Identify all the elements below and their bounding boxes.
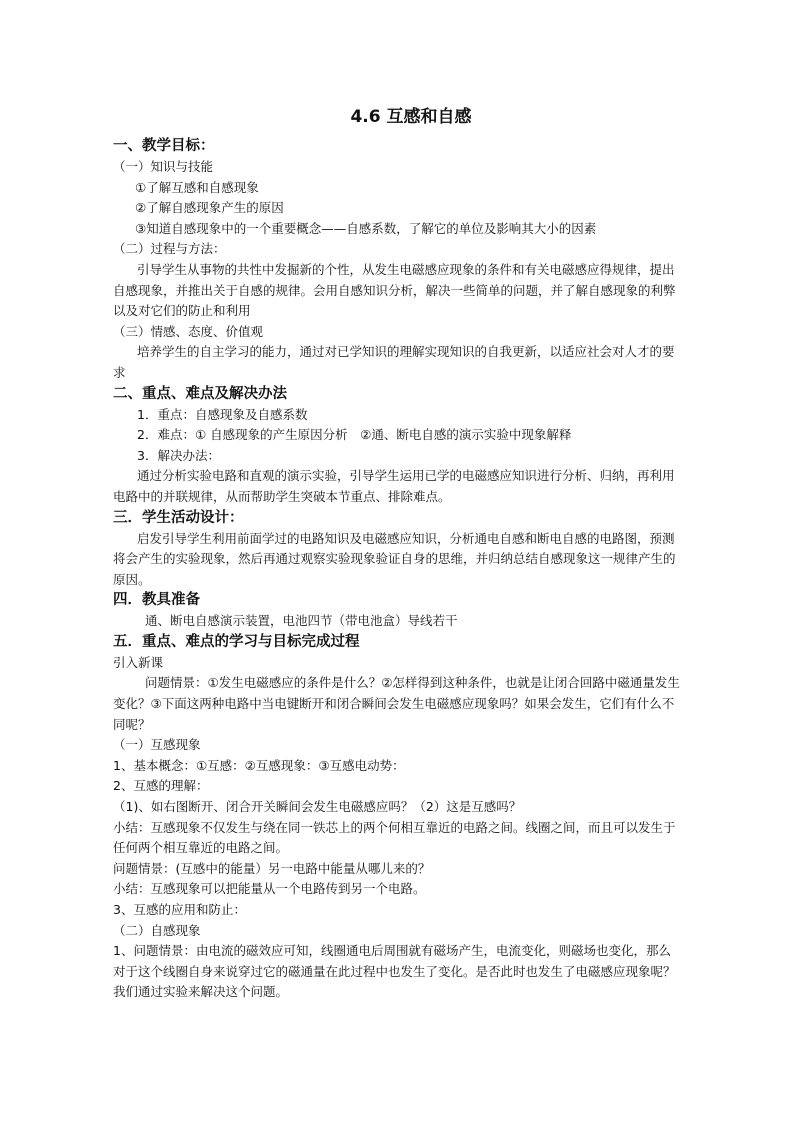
subsection-heading: 引入新课 [113, 654, 164, 670]
subsection-heading: （一）互感现象 [113, 737, 201, 753]
paragraph: （1)、如右图断开、闭合开关瞬间会发生电磁感应吗？（2）这是互感吗？ [113, 799, 522, 815]
paragraph: 通、断电自感演示装置，电池四节（带电池盒）导线若干 [145, 613, 458, 629]
subsection-heading: （二）过程与方法： [113, 241, 226, 257]
paragraph: 引导学生从事物的共性中发掘新的个性，从发生电磁感应现象的条件和有关电磁感应得规律，提出自感现象，并推出关于自感的规律。会用自感知识分析，解决一些简单的问题，并了解自感现象的利弊以及对它们的防止和利用 [113, 261, 676, 319]
paragraph: 问题情景：(互感中的能量）另一电路中能量从哪儿来的？ [113, 860, 431, 876]
section-heading: 一、教学目标： [113, 138, 215, 154]
paragraph: 小结：互感现象不仅发生与绕在同一铁芯上的两个何相互靠近的电路之间。线圈之间，而且可以发生于任何两个相互靠近的电路之间。 [113, 819, 676, 856]
paragraph: 3、互感的应用和防止： [113, 902, 246, 917]
list-item: ②了解自感现象产生的原因 [135, 200, 284, 216]
list-item: 3．解决办法： [137, 447, 220, 463]
page-title: 4.6 互感和自感 [350, 107, 472, 127]
paragraph: 启发引导学生利用前面学过的电路知识及电磁感应知识，分析通电自感和断电自感的电路图，预测将会产生的实验现象，然后再通过观察实验现象验证自身的思维，并归纳总结自感现象这一规律产生的原因。 [113, 530, 676, 587]
section-heading: 五．重点、难点的学习与目标完成过程 [113, 633, 360, 650]
subsection-heading: （三）情感、态度、价值观 [113, 323, 264, 339]
paragraph: 1、问题情景：由电流的磁效应可知，线圈通电后周围就有磁场产生，电流变化，则磁场也变化，那么对于这个线圈自身来说穿过它的磁通量在此过程中也发生了变化。是否此时也发生了电磁感应现象呢？我们通过实验来解决这个问题。 [113, 943, 676, 1000]
section-heading: 三．学生活动设计： [113, 509, 244, 526]
subsection-heading: （二）自感现象 [113, 922, 201, 938]
paragraph: 2、互感的理解： [113, 778, 209, 794]
paragraph: 1、基本概念：①互感：②互感现象：③互感电动势： [113, 757, 405, 773]
document-body [113, 104, 683, 1003]
paragraph: 通过分析实验电路和直观的演示实验，引导学生运用已学的电磁感应知识进行分析、归纳，再利用电路中的并联规律，从而帮助学生突破本节重点、排除难点。 [113, 468, 675, 504]
paragraph: 问题情景：①发生电磁感应的条件是什么？②怎样得到这种条件，也就是让闭合回路中磁通量发生变化？③下面这两种电路中当电键断开和闭合瞬间会发生电磁感应现象吗？如果会发生，它们有什么不同呢？ [113, 675, 680, 732]
subsection-heading: （一）知识与技能 [113, 159, 214, 174]
paragraph: 小结：互感现象可以把能量从一个电路传到另一个电路。 [113, 881, 426, 897]
section-heading: 四．教具准备 [113, 592, 200, 609]
paragraph: 培养学生的自主学习的能力，通过对已学知识的理解实现知识的自我更新，以适应社会对人才的要求 [113, 344, 675, 380]
list-item: ①了解互感和自感现象 [135, 179, 259, 195]
list-item: 1．重点：自感现象及自感系数 [137, 406, 308, 422]
section-heading: 二、重点、难点及解决办法 [113, 385, 287, 402]
list-item: ③知道自感现象中的一个重要概念——自感系数，了解它的单位及影响其大小的因素 [135, 220, 597, 236]
list-item: 2．难点：① 自感现象的产生原因分析 ②通、断电自感的演示实验中现象解释 [137, 427, 572, 443]
